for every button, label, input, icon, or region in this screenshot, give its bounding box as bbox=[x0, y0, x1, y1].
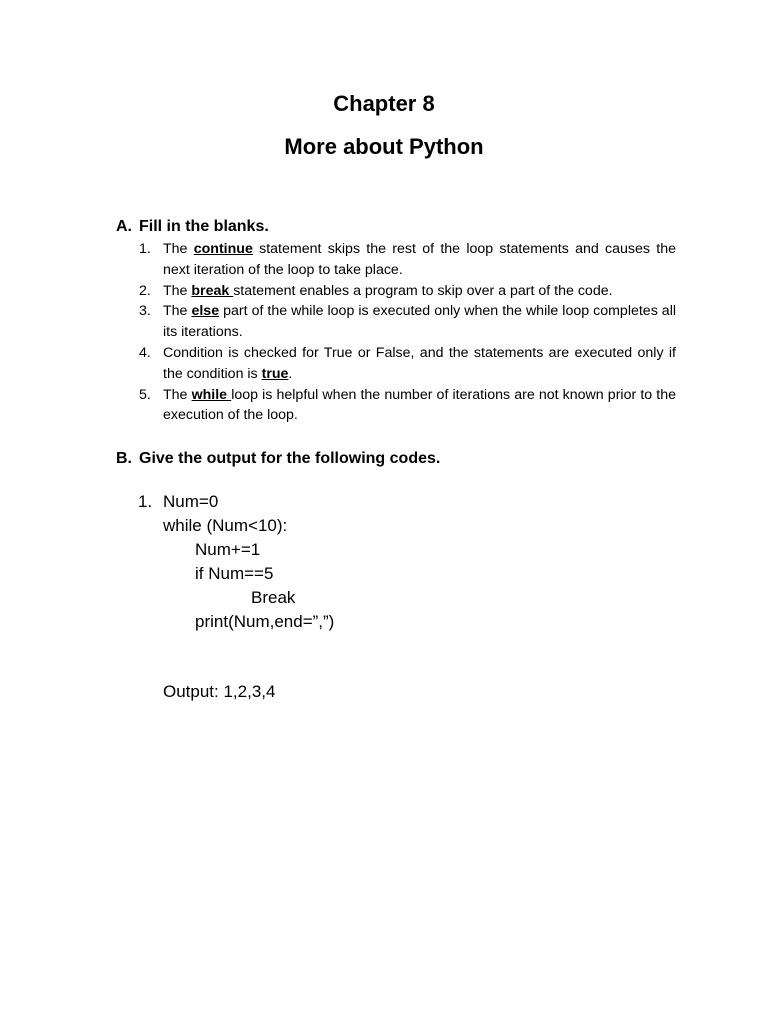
list-item bbox=[116, 301, 676, 343]
item-text-before: The bbox=[163, 282, 192, 299]
item-text-after: part of the while loop is executed only when the while loop completes all its iterations. bbox=[163, 303, 677, 341]
item-number: 4. bbox=[139, 344, 151, 361]
section-b-heading bbox=[116, 448, 440, 470]
item-text-before: The bbox=[163, 386, 192, 403]
answer-else: else bbox=[191, 303, 220, 320]
list-item bbox=[116, 239, 676, 281]
code-output: Output: 1,2,3,4 bbox=[163, 682, 276, 701]
code-line: Num=0 bbox=[163, 492, 219, 511]
item-text-after: statement skips the rest of the loop statements and causes the next iteration of the loop to take place. bbox=[163, 241, 676, 278]
section-b-title: Give the output for the following codes. bbox=[139, 450, 441, 467]
section-b-letter: B. bbox=[116, 450, 132, 467]
code-line: if Num==5 bbox=[195, 564, 274, 583]
item-number: 1. bbox=[139, 241, 151, 257]
code-question bbox=[138, 490, 638, 704]
item-text-after: statement enables a program to skip over a part of the code. bbox=[233, 282, 613, 299]
answer-continue: continue bbox=[193, 241, 253, 257]
code-line: print(Num,end=”,”) bbox=[195, 612, 335, 631]
item-text-before: The bbox=[163, 303, 192, 320]
list-item bbox=[116, 385, 676, 427]
item-text-before: The bbox=[163, 241, 194, 257]
item-number: 5. bbox=[139, 386, 151, 403]
chapter-subtitle: More about Python bbox=[284, 134, 484, 159]
item-text-after: loop is helpful when the number of iterations are not known prior to the execution of the loop. bbox=[163, 386, 676, 424]
answer-while: while bbox=[191, 386, 232, 403]
chapter-title: Chapter 8 bbox=[333, 91, 435, 116]
list-item bbox=[116, 281, 676, 302]
item-number: 2. bbox=[139, 282, 151, 299]
item-text-before: Condition is checked for True or False, and the statements are executed only if the condition is bbox=[163, 344, 676, 382]
item-number: 3. bbox=[139, 303, 151, 320]
answer-true: true bbox=[261, 365, 289, 382]
fill-in-blanks-list bbox=[116, 239, 676, 426]
section-a-heading bbox=[116, 216, 269, 238]
section-a-title: Fill in the blanks. bbox=[139, 218, 269, 235]
code-line: Break bbox=[251, 588, 296, 607]
question-number: 1. bbox=[138, 492, 153, 511]
answer-break: break bbox=[191, 282, 234, 299]
code-line: Num+=1 bbox=[195, 540, 261, 559]
list-item bbox=[116, 343, 676, 385]
item-text-after: . bbox=[288, 365, 293, 382]
section-a-letter: A. bbox=[116, 218, 132, 235]
code-line: while (Num<10): bbox=[163, 516, 288, 535]
